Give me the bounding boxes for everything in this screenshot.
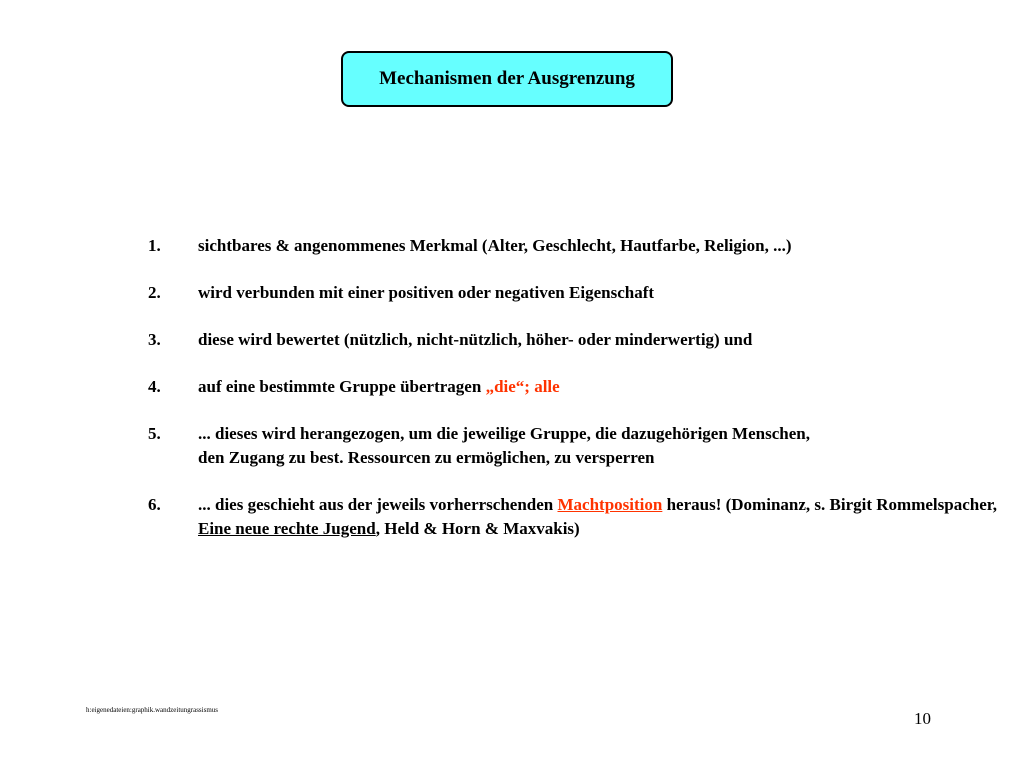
page-number: 10 — [914, 709, 931, 728]
item-text-after: , Held & Horn & Maxvakis) — [375, 519, 580, 538]
item-number: 6. — [148, 495, 161, 514]
item-number: 2. — [148, 283, 161, 302]
item-text: wird verbunden mit einer positiven oder negativen Eigenschaft — [198, 283, 655, 302]
item-number: 3. — [148, 330, 161, 349]
book-title-link[interactable]: Eine neue rechte Jugend — [198, 519, 376, 538]
item-text: sichtbares & angenommenes Merkmal (Alter, Geschlecht, Hautfarbe, Religion, ...) — [198, 236, 792, 255]
slide-title: Mechanismen der Ausgrenzung — [379, 68, 635, 89]
list-item-6 — [148, 493, 1008, 541]
item-highlight: „die“; alle — [485, 377, 560, 396]
item-number: 4. — [148, 377, 161, 396]
item-text: auf eine bestimmte Gruppe übertragen — [198, 377, 486, 396]
slide-title-box — [341, 51, 673, 107]
item-text: diese wird bewertet (nützlich, nicht-nützlich, höher- oder minderwertig) und — [198, 330, 753, 349]
list-item-4 — [148, 375, 1008, 399]
item-number: 5. — [148, 424, 161, 443]
list-item-2 — [148, 281, 1008, 305]
item-highlight-link[interactable]: Machtposition — [557, 495, 663, 514]
item-text-before: ... dies geschieht aus der jeweils vorherrschenden — [198, 495, 558, 514]
item-number: 1. — [148, 236, 161, 255]
numbered-list — [148, 234, 1008, 564]
item-text-line-1: ... dieses wird herangezogen, um die jeweilige Gruppe, die dazugehörigen Menschen, — [198, 424, 810, 443]
item-text-line-2: den Zugang zu best. Ressourcen zu ermöglichen, zu versperren — [198, 448, 655, 467]
item-text-middle: heraus! (Dominanz, s. Birgit Rommelspacher, — [662, 495, 997, 514]
footer-file-path: h:eigenedateien:graphik.wandzeitungrassismus — [86, 706, 218, 714]
list-item-1 — [148, 234, 1008, 258]
list-item-3 — [148, 328, 1008, 352]
list-item-5 — [148, 422, 1008, 470]
